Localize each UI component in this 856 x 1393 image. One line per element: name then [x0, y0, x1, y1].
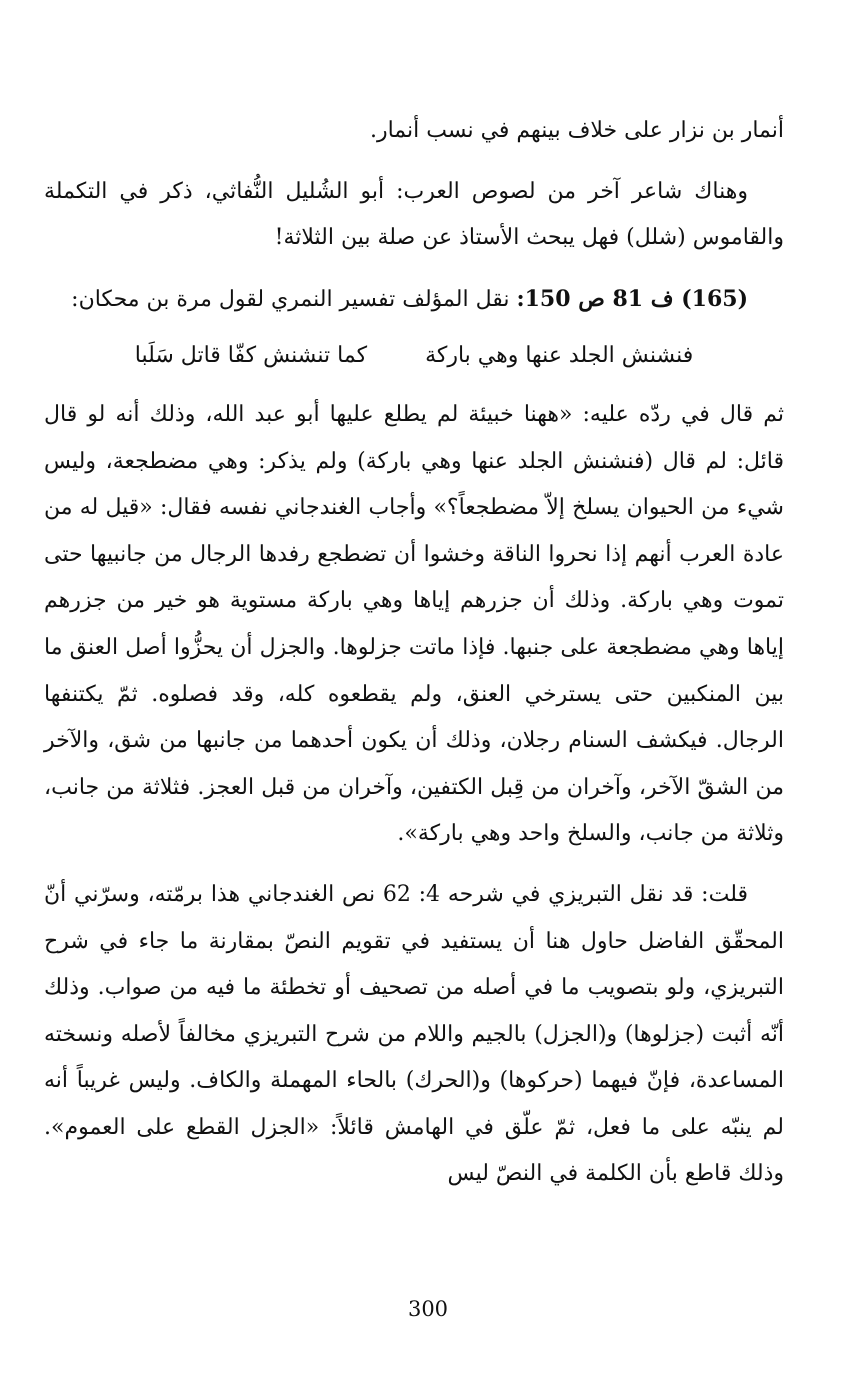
reference-text: نقل المؤلف تفسير النمري لقول مرة بن محكان: — [71, 286, 517, 312]
verse-first-hemistich: فنشنش الجلد عنها وهي باركة — [425, 343, 694, 369]
reference-number: (165) ف 81 ص 150: — [516, 285, 748, 312]
paragraph-tabrizi-commentary: قلت: قد نقل التبريزي في شرحه 4: 62 نص الغندجاني هذا برمّته، وسرّني أنّ المحقّق الفاضل حاول هنا أن يستفيد في تقويم النصّ بمقارنة ما جاء في شرح التبريزي، ولو بتصويب ما في أصله من تصحيف أو تخطئة ما فيه من صواب. وذلك أنّه أثبت (جزلوها) و(الجزل) بالجيم واللام من شرح التبريزي مخالفاً لأصله ونسخته المساعدة، فإنّ فيهما (حركوها) و(الحرك) بالحاء المهملة والكاف. وليس غريباً أنه لم ينبّه على ما فعل، ثمّ علّق في الهامش قائلاً: «الجزل القطع على العموم». وذلك قاطع بأن الكلمة في النصّ ليس — [44, 881, 784, 1187]
page-number: 300 — [407, 1297, 449, 1321]
verse-line — [44, 333, 784, 380]
verse-second-hemistich: كما تنشنش كفّا قاتل سَلَبا — [134, 343, 368, 369]
paragraph-continuation: أنمار بن نزار على خلاف بينهم في نسب أنمار. — [369, 118, 784, 143]
paragraph-reference-165 — [44, 276, 784, 324]
paragraph-ghundajani-reply: ثم قال في ردّه عليه: «ههنا خبيئة لم يطلع عليها أبو عبد الله، وذلك أنه لو قال قائل: لم قال (فنشنش الجلد عنها وهي باركة) ولم يذكر: وهي مضطجعة، وليس شيء من الحيوان يسلخ إلاّ مضطجعاً؟» وأجاب الغندجاني نفسه فقال: «قيل له من عادة العرب أنهم إذا نحروا الناقة وخشوا أن تضطجع رفدها الرجال من جانبيها حتى تموت وهي باركة. وذلك أن جزرهم إياها وهي باركة مستوية هو خير من جزرهم إياها وهي مضطجعة على جنبها. فإذا ماتت جزلوها. والجزل أن يحزُّوا أصل العنق ما بين المنكبين حتى يسترخي العنق، ولم يقطعوه كله، وقد فصلوه. ثمّ يكتنفها الرجال. فيكشف السنام رجلان، وذلك أن يكون أحدهما من جانبها من شق، والآخر من الشقّ الآخر، وآخران من قِبل الكتفين، وآخران من قبل العجز. فثلاثة من جانب، وثلاثة من جانب، والسلخ واحد وهي باركة». — [44, 401, 784, 847]
paragraph-poet-note: وهناك شاعر آخر من لصوص العرب: أبو الشُليل النُّفاثي، ذكر في التكملة والقاموس (شلل) فهل يبحث الأستاذ عن صلة بين الثلاثة! — [44, 178, 784, 251]
body-text — [44, 108, 784, 1198]
